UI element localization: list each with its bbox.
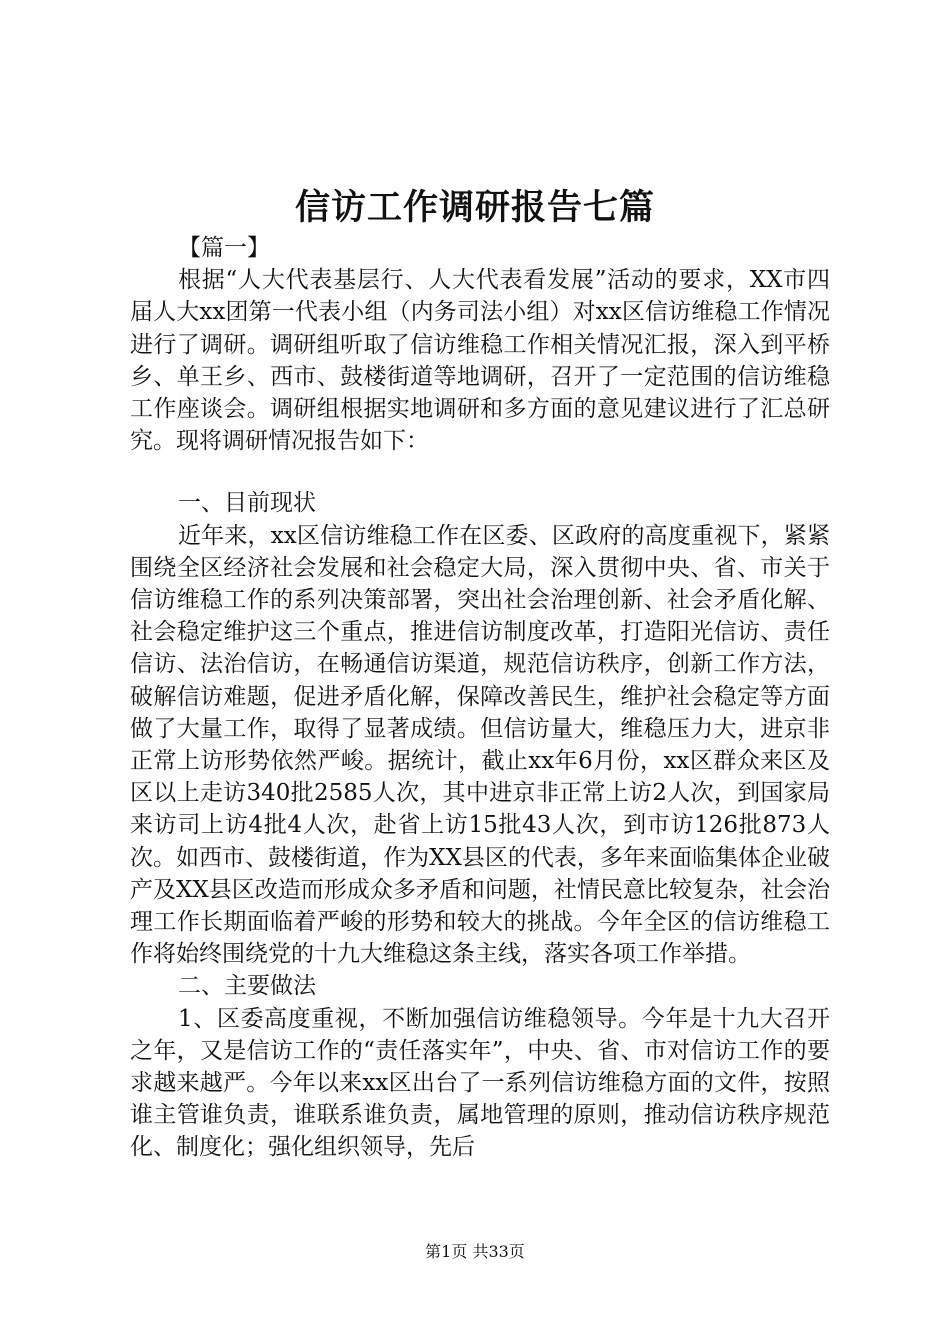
intro-paragraph: 根据“人大代表基层行、人大代表看发展”活动的要求，XX市四届人大xx团第一代表小组（内务司法小组）对xx区信访维稳工作情况进行了调研。调研组听取了信访维稳工作相关情况汇报，深入到平桥乡、单王乡、西市、鼓楼街道等地调研，召开了一定范围的信访维稳工作座谈会。调研组根据实地调研和多方面的意见建议进行了汇总研究。现将调研情况报告如下： (130, 267, 830, 455)
section-label: 【篇一】 (178, 235, 270, 261)
section-heading-status: 一、目前现状 (178, 490, 316, 517)
page-footer: 第1页 共33页 (425, 1242, 525, 1261)
document-title: 信访工作调研报告七篇 (294, 187, 655, 228)
methods-paragraph: 1、区委高度重视，不断加强信访维稳领导。今年是十九大召开之年，又是信访工作的“责任落实年”，中央、省、市对信访工作的要求越来越严。今年以来xx区出台了一系列信访维稳方面的文件，按照谁主管谁负责，谁联系谁负责，属地管理的原则，推动信访秩序规范化、制度化；强化组织领导，先后 (130, 1005, 830, 1161)
paragraph-gap (130, 457, 830, 487)
status-paragraph: 近年来，xx区信访维稳工作在区委、区政府的高度重视下，紧紧围绕全区经济社会发展和社会稳定大局，深入贯彻中央、省、市关于信访维稳工作的系列决策部署，突出社会治理创新、社会矛盾化解、社会稳定维护这三个重点，推进信访制度改革，打造阳光信访、责任信访、法治信访，在畅通信访渠道，规范信访秩序，创新工作方法，破解信访难题，促进矛盾化解，保障改善民生，维护社会稳定等方面做了大量工作，取得了显著成绩。但信访量大，维稳压力大，进京非正常上访形势依然严峻。据统计，截止xx年6月份，xx区群众来区及区以上走访340批2585人次，其中进京非正常上访2人次，到国家局来访司上访4批4人次，赴省上访15批43人次，到市访126批873人次。如西市、鼓楼街道，作为XX县区的代表，多年来面临集体企业破产及XX县区改造而形成众多矛盾和问题，社情民意比较复杂，社会治理工作长期面临着严峻的形势和较大的挑战。今年全区的信访维稳工作将始终围绕党的十九大维稳这条主线，落实各项工作举措。 (130, 522, 830, 968)
section-heading-methods: 二、主要做法 (178, 973, 316, 1000)
document-body (130, 232, 830, 1164)
